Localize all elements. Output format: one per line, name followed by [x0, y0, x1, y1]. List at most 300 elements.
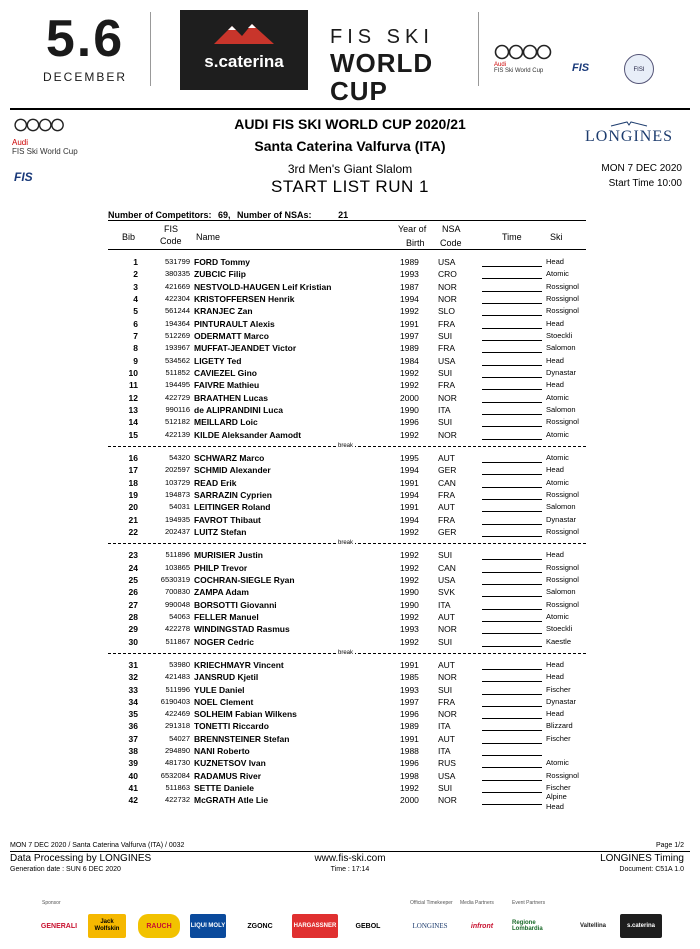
fis-code-cell: 511852 — [165, 367, 190, 377]
ski-brand-cell: Fischer — [546, 684, 571, 694]
nsa-code-cell: SUI — [438, 330, 453, 341]
bib-cell: 41 — [128, 783, 138, 794]
fis-code-cell: 202437 — [164, 526, 190, 536]
table-row — [108, 745, 586, 757]
world-cup-wordmark — [330, 26, 460, 105]
partner-santa-caterina-logo: s.caterina — [620, 914, 662, 938]
ski-brand-cell: Rossignol — [546, 562, 579, 572]
table-row — [108, 318, 586, 330]
bib-cell: 11 — [129, 380, 138, 391]
athlete-name-cell: BRAATHEN Lucas — [194, 392, 268, 403]
timekeeper-caption: Official Timekeeper — [410, 900, 453, 906]
nsa-code-cell: GER — [438, 465, 457, 476]
birth-year-cell: 1991 — [400, 477, 419, 488]
audi-rings-icon — [12, 118, 68, 132]
audi-header-label: Audi — [12, 138, 29, 147]
nsa-code-cell: USA — [438, 770, 456, 781]
table-row — [108, 429, 586, 441]
nsa-code-cell: NOR — [438, 672, 457, 683]
nsa-code-cell: RUS — [438, 758, 456, 769]
birth-year-cell: 1990 — [400, 404, 419, 415]
bib-cell: 38 — [128, 746, 138, 757]
col-ski: Ski — [550, 232, 563, 242]
birth-year-cell: 1992 — [400, 429, 419, 440]
time-blank-line — [482, 780, 542, 781]
audi-header-logo — [12, 118, 92, 156]
bib-cell: 23 — [128, 550, 138, 561]
ski-brand-cell: Stoeckli — [546, 624, 573, 634]
table-row — [108, 757, 586, 769]
venue-title: Santa Caterina Valfurva (ITA) — [254, 138, 446, 154]
birth-year-cell: 1997 — [400, 330, 419, 341]
table-row — [108, 708, 586, 720]
ski-brand-cell-secondary: Head — [546, 802, 564, 812]
birth-year-cell: 2000 — [400, 795, 419, 806]
time-blank-line — [482, 669, 542, 670]
nsa-code-cell: FRA — [438, 343, 455, 354]
table-row — [108, 770, 586, 782]
bib-cell: 5 — [133, 306, 138, 317]
footer-rule — [10, 851, 690, 852]
fis-code-cell: 422729 — [164, 392, 190, 402]
nsa-code-cell: SLO — [438, 306, 456, 317]
competitors-value: 69, — [218, 210, 231, 220]
fis-code-cell: 103729 — [164, 477, 190, 487]
fis-code-cell: 511867 — [165, 636, 190, 646]
bib-cell: 8 — [133, 343, 138, 354]
ski-brand-cell: Head — [546, 465, 564, 475]
ski-brand-cell: Fischer — [546, 783, 571, 793]
athlete-name-cell: SOLHEIM Fabian Wilkens — [194, 709, 297, 720]
birth-year-cell: 1990 — [400, 599, 419, 610]
table-row — [108, 256, 586, 268]
table-row — [108, 379, 586, 391]
time-blank-line — [482, 511, 542, 512]
start-list-rows — [108, 256, 586, 812]
time-blank-line — [482, 365, 542, 366]
birth-year-cell: 1990 — [400, 587, 419, 598]
athlete-name-cell: ZUBCIC Filip — [194, 269, 246, 280]
fis-code-cell: 700830 — [164, 587, 190, 597]
ski-brand-cell: Rossignol — [546, 306, 579, 316]
time-blank-line — [482, 743, 542, 744]
birth-year-cell: 1989 — [400, 343, 419, 354]
time-blank-line — [482, 572, 542, 573]
bib-cell: 16 — [128, 452, 138, 463]
race-date: MON 7 DEC 2020 — [601, 163, 682, 174]
athlete-name-cell: READ Erik — [194, 477, 237, 488]
media-infront-logo: infront — [470, 922, 494, 930]
fis-code-cell: 194364 — [164, 318, 190, 328]
birth-year-cell: 1992 — [400, 526, 419, 537]
sponsor-rauch-logo: RAUCH — [138, 914, 180, 938]
list-title: START LIST RUN 1 — [271, 177, 429, 196]
birth-year-cell: 1996 — [400, 417, 419, 428]
ski-brand-cell: Head — [546, 550, 564, 560]
ski-brand-cell: Dynastar — [546, 514, 577, 524]
table-row — [108, 696, 586, 708]
bib-cell: 15 — [128, 429, 138, 440]
birth-year-cell: 1989 — [400, 721, 419, 732]
start-list-header — [108, 220, 586, 250]
time-blank-line — [482, 315, 542, 316]
fis-code-cell: 421669 — [164, 281, 190, 291]
fis-code-cell: 511896 — [165, 550, 190, 560]
fis-code-cell: 53980 — [169, 659, 190, 669]
fis-code-cell: 54063 — [169, 611, 190, 621]
fis-code-cell: 422304 — [164, 293, 190, 303]
col-nsa-line1: NSA — [442, 224, 461, 234]
fis-code-cell: 291318 — [164, 721, 190, 731]
event-date-month: DECEMBER — [42, 70, 127, 84]
nsa-code-cell: SUI — [438, 550, 453, 561]
col-name: Name — [196, 232, 221, 242]
nsa-code-cell: FRA — [438, 489, 455, 500]
table-row — [108, 720, 586, 732]
bib-cell: 24 — [128, 562, 138, 573]
nsa-code-cell: ITA — [438, 404, 451, 415]
table-row — [108, 489, 586, 501]
table-row — [108, 268, 586, 280]
bib-cell: 27 — [128, 599, 138, 610]
event-date-number: 5.6 — [45, 10, 125, 68]
nsa-code-cell: FRA — [438, 514, 455, 525]
time-blank-line — [482, 340, 542, 341]
time-blank-line — [482, 352, 542, 353]
athlete-name-cell: MEILLARD Loic — [194, 417, 258, 428]
break-separator — [108, 441, 586, 452]
birth-year-cell: 1994 — [400, 293, 419, 304]
birth-year-cell: 1991 — [400, 659, 419, 670]
bib-cell: 28 — [128, 611, 138, 622]
ski-brand-cell: Head — [546, 355, 564, 365]
bib-cell: 2 — [133, 269, 138, 280]
fis-code-cell: 422469 — [164, 709, 190, 719]
bib-cell: 3 — [133, 281, 138, 292]
mountain-icon — [214, 22, 274, 44]
birth-year-cell: 1992 — [400, 574, 419, 585]
table-row — [108, 416, 586, 428]
table-row — [108, 404, 586, 416]
ski-brand-cell: Head — [546, 672, 564, 682]
athlete-name-cell: NOEL Clement — [194, 696, 254, 707]
time-blank-line — [482, 706, 542, 707]
athlete-name-cell: LIGETY Ted — [194, 355, 242, 366]
col-nsa-line2: Code — [440, 238, 462, 248]
fis-code-cell: 294890 — [164, 746, 190, 756]
athlete-name-cell: ZAMPA Adam — [194, 587, 249, 598]
sponsor-generali-logo: GENERALI — [40, 922, 78, 930]
athlete-name-cell: FORD Tommy — [194, 257, 251, 267]
bib-cell: 29 — [128, 624, 138, 635]
table-row — [108, 733, 586, 745]
table-row — [108, 330, 586, 342]
nsa-code-cell: NOR — [438, 795, 457, 806]
ski-brand-cell: Atomic — [546, 429, 569, 439]
time-blank-line — [482, 755, 542, 756]
fis-code-cell: 512269 — [164, 330, 190, 340]
time-blank-line — [482, 474, 542, 475]
table-row — [108, 574, 586, 586]
birth-year-cell: 1993 — [400, 269, 419, 280]
ski-brand-cell: Atomic — [546, 477, 569, 487]
bib-cell: 6 — [133, 318, 138, 329]
ski-brand-cell: Atomic — [546, 452, 569, 462]
fis-code-cell: 6532084 — [160, 770, 190, 780]
col-year-line1: Year of — [398, 224, 427, 234]
table-row — [108, 782, 586, 794]
nsas-label: Number of NSAs: — [237, 210, 312, 220]
time-blank-line — [482, 694, 542, 695]
athlete-name-cell: LUITZ Stefan — [194, 526, 247, 537]
bib-cell: 35 — [128, 709, 138, 720]
athlete-name-cell: PINTURAULT Alexis — [194, 318, 275, 329]
nsa-code-cell: GER — [438, 526, 457, 537]
athlete-name-cell: NOGER Cedric — [194, 636, 254, 647]
fis-code-cell: 380335 — [164, 269, 190, 279]
athlete-name-cell: TONETTI Riccardo — [194, 721, 269, 732]
sponsor-caption: Sponsor — [42, 900, 61, 906]
nsa-code-cell: SUI — [438, 783, 453, 794]
time-blank-line — [482, 633, 542, 634]
fis-code-cell: 481730 — [164, 758, 190, 768]
time-blank-line — [482, 328, 542, 329]
nsa-code-cell: CAN — [438, 477, 456, 488]
bib-cell: 14 — [128, 417, 138, 428]
ski-brand-cell: Head — [546, 380, 564, 390]
athlete-name-cell: MURISIER Justin — [194, 550, 263, 561]
race-start-time: Start Time 10:00 — [608, 178, 682, 189]
ski-brand-cell: Rossignol — [546, 770, 579, 780]
athlete-name-cell: PHILP Trevor — [194, 562, 248, 573]
time-blank-line — [482, 462, 542, 463]
timekeeper-longines-logo: LONGINES — [412, 922, 448, 930]
table-row — [108, 281, 586, 293]
ski-brand-cell: Rossignol — [546, 293, 579, 303]
time-blank-line — [482, 559, 542, 560]
footer-document-id: Document: C51A 1.0 — [619, 866, 684, 873]
birth-year-cell: 2000 — [400, 392, 419, 403]
bib-cell: 7 — [133, 330, 138, 341]
athlete-name-cell: KUZNETSOV Ivan — [194, 758, 266, 769]
nsa-code-cell: SUI — [438, 636, 453, 647]
fis-code-cell: 421483 — [164, 672, 190, 682]
audi-rings-icon — [494, 44, 554, 60]
event-partners-caption: Event Partners — [512, 900, 546, 906]
table-row — [108, 477, 586, 489]
break-label: break — [338, 442, 354, 449]
bib-cell: 26 — [128, 587, 138, 598]
longines-logo-text: LONGINES — [585, 128, 673, 145]
ski-brand-cell: Head — [546, 257, 564, 266]
time-blank-line — [482, 524, 542, 525]
fis-code-cell: 6190403 — [160, 696, 190, 706]
fis-code-cell: 193967 — [164, 343, 190, 353]
time-blank-line — [482, 389, 542, 390]
nsa-code-cell: SUI — [438, 367, 453, 378]
birth-year-cell: 1992 — [400, 562, 419, 573]
fis-code-cell: 511996 — [165, 684, 190, 694]
break-separator — [108, 648, 586, 659]
ski-brand-cell: Dynastar — [546, 367, 577, 377]
table-row — [108, 526, 586, 538]
table-row — [108, 514, 586, 526]
birth-year-cell: 1992 — [400, 783, 419, 794]
ski-brand-cell: Kaestle — [546, 636, 572, 646]
competitors-label: Number of Competitors: — [108, 210, 212, 220]
ski-brand-cell: Dynastar — [546, 696, 577, 706]
bib-cell: 21 — [128, 514, 138, 525]
nsa-code-cell: ITA — [438, 599, 451, 610]
athlete-name-cell: SCHWARZ Marco — [194, 452, 265, 463]
col-fis-line2: Code — [160, 236, 182, 246]
partner-valtellina-logo: Valtellina — [579, 923, 606, 929]
nsa-code-cell: FRA — [438, 380, 455, 391]
athlete-name-cell: KILDE Aleksander Aamodt — [194, 429, 302, 440]
break-label: break — [338, 540, 354, 547]
time-blank-line — [482, 681, 542, 682]
footer-website: www.fis-ski.com — [314, 853, 386, 864]
fis-code-cell: 531799 — [164, 257, 190, 266]
athlete-name-cell: COCHRAN-SIEGLE Ryan — [194, 574, 295, 585]
athlete-name-cell: MUFFAT-JEANDET Victor — [194, 343, 297, 354]
race-name: 3rd Men's Giant Slalom — [287, 162, 413, 176]
ski-brand-cell: Atomic — [546, 392, 569, 402]
birth-year-cell: 1996 — [400, 709, 419, 720]
santa-caterina-logo — [180, 10, 308, 90]
footer-generation-date: Generation date : SUN 6 DEC 2020 — [10, 866, 121, 873]
time-blank-line — [482, 499, 542, 500]
nsa-code-cell: AUT — [438, 611, 455, 622]
table-row — [108, 355, 586, 367]
birth-year-cell: 1996 — [400, 758, 419, 769]
ski-brand-cell: Fischer — [546, 733, 571, 743]
time-blank-line — [482, 439, 542, 440]
col-year-line2: Birth — [406, 238, 425, 248]
fis-code-cell: 6530319 — [160, 574, 190, 584]
athlete-name-cell: SARRAZIN Cyprien — [194, 489, 272, 500]
ski-brand-cell: Salomon — [546, 404, 576, 414]
bib-cell: 33 — [128, 684, 138, 695]
fis-code-cell: 990116 — [165, 404, 190, 414]
nsa-code-cell: NOR — [438, 429, 457, 440]
ski-brand-cell: Salomon — [546, 502, 576, 512]
bib-cell: 19 — [128, 489, 138, 500]
birth-year-cell: 1991 — [400, 502, 419, 513]
ski-brand-cell: Head — [546, 659, 564, 669]
ski-brand-cell: Salomon — [546, 343, 576, 353]
break-label: break — [338, 649, 354, 656]
fis-code-cell: 534562 — [164, 355, 190, 365]
nsa-code-cell: AUT — [438, 452, 455, 463]
nsa-code-cell: ITA — [438, 746, 451, 757]
col-time: Time — [502, 232, 522, 242]
ski-brand-cell: Head — [546, 709, 564, 719]
athlete-name-cell: CAVIEZEL Gino — [194, 367, 257, 378]
nsa-code-cell: NOR — [438, 709, 457, 720]
athlete-name-cell: BORSOTTI Giovanni — [194, 599, 277, 610]
sponsor-gebol-logo: GEBOL — [355, 922, 381, 930]
athlete-name-cell: SETTE Daniele — [194, 783, 254, 794]
table-row — [108, 392, 586, 404]
bib-cell: 1 — [133, 257, 138, 267]
birth-year-cell: 1992 — [400, 380, 419, 391]
top-banner — [0, 0, 700, 106]
birth-year-cell: 1985 — [400, 672, 419, 683]
ski-brand-cell: Atomic — [546, 611, 569, 621]
nsa-code-cell: SUI — [438, 417, 453, 428]
athlete-name-cell: WINDINGSTAD Rasmus — [194, 624, 290, 635]
col-bib: Bib — [122, 232, 136, 242]
sponsor-zgonc-logo: ZGONC — [247, 922, 273, 930]
bib-cell: 17 — [128, 465, 138, 476]
nsa-code-cell: USA — [438, 355, 456, 366]
nsa-code-cell: SVK — [438, 587, 456, 598]
footer-time: Time : 17:14 — [330, 866, 370, 873]
birth-year-cell: 1994 — [400, 489, 419, 500]
nsa-code-cell: CRO — [438, 269, 457, 280]
athlete-name-cell: SCHMID Alexander — [194, 465, 271, 476]
bib-cell: 34 — [128, 696, 138, 707]
fis-code-cell: 511863 — [165, 783, 190, 793]
athlete-name-cell: KRISTOFFERSEN Henrik — [194, 293, 295, 304]
nsa-code-cell: ITA — [438, 721, 451, 732]
athlete-name-cell: RADAMUS River — [194, 770, 262, 781]
world-cup-line1: FIS SKI — [330, 26, 434, 48]
birth-year-cell: 1998 — [400, 770, 419, 781]
fis-header-logo: FIS — [14, 170, 33, 184]
table-row — [108, 586, 586, 598]
nsa-code-cell: NOR — [438, 293, 457, 304]
athlete-name-cell: NANI Roberto — [194, 746, 250, 757]
birth-year-cell: 1993 — [400, 684, 419, 695]
event-date-block — [40, 10, 130, 84]
ski-brand-cell: Rossignol — [546, 417, 579, 427]
bib-cell: 37 — [128, 733, 138, 744]
nsa-code-cell: FRA — [438, 318, 455, 329]
time-blank-line — [482, 536, 542, 537]
bib-cell: 18 — [128, 477, 138, 488]
athlete-name-cell: NESTVOLD-HAUGEN Leif Kristian — [194, 281, 332, 292]
birth-year-cell: 1992 — [400, 550, 419, 561]
fis-code-cell: 990048 — [164, 599, 190, 609]
ski-brand-cell: Rossignol — [546, 599, 579, 609]
fis-code-cell: 54320 — [169, 452, 190, 462]
ski-brand-cell: Rossignol — [546, 281, 579, 291]
birth-year-cell: 1991 — [400, 318, 419, 329]
birth-year-cell: 1991 — [400, 733, 419, 744]
fis-code-cell: 561244 — [164, 306, 190, 316]
fis-code-cell: 512182 — [164, 417, 190, 427]
header-rule — [10, 108, 690, 110]
audi-header-sublabel: FIS Ski World Cup — [12, 147, 78, 156]
sponsor-liqui-moly-logo: LIQUI MOLY — [190, 914, 226, 938]
competitor-summary — [108, 210, 352, 220]
birth-year-cell: 1989 — [400, 257, 419, 267]
athlete-name-cell: de ALIPRANDINI Luca — [194, 404, 283, 415]
nsa-code-cell: NOR — [438, 281, 457, 292]
fis-code-cell: 422139 — [164, 429, 190, 439]
time-blank-line — [482, 718, 542, 719]
athlete-name-cell: McGRATH Atle Lie — [194, 795, 269, 806]
fis-code-cell: 103865 — [164, 562, 190, 572]
nsa-code-cell: USA — [438, 257, 456, 267]
ski-brand-cell: Alpine — [546, 792, 567, 802]
table-row — [108, 611, 586, 623]
birth-year-cell: 1993 — [400, 624, 419, 635]
time-blank-line — [482, 646, 542, 647]
nsa-code-cell: FRA — [438, 696, 455, 707]
